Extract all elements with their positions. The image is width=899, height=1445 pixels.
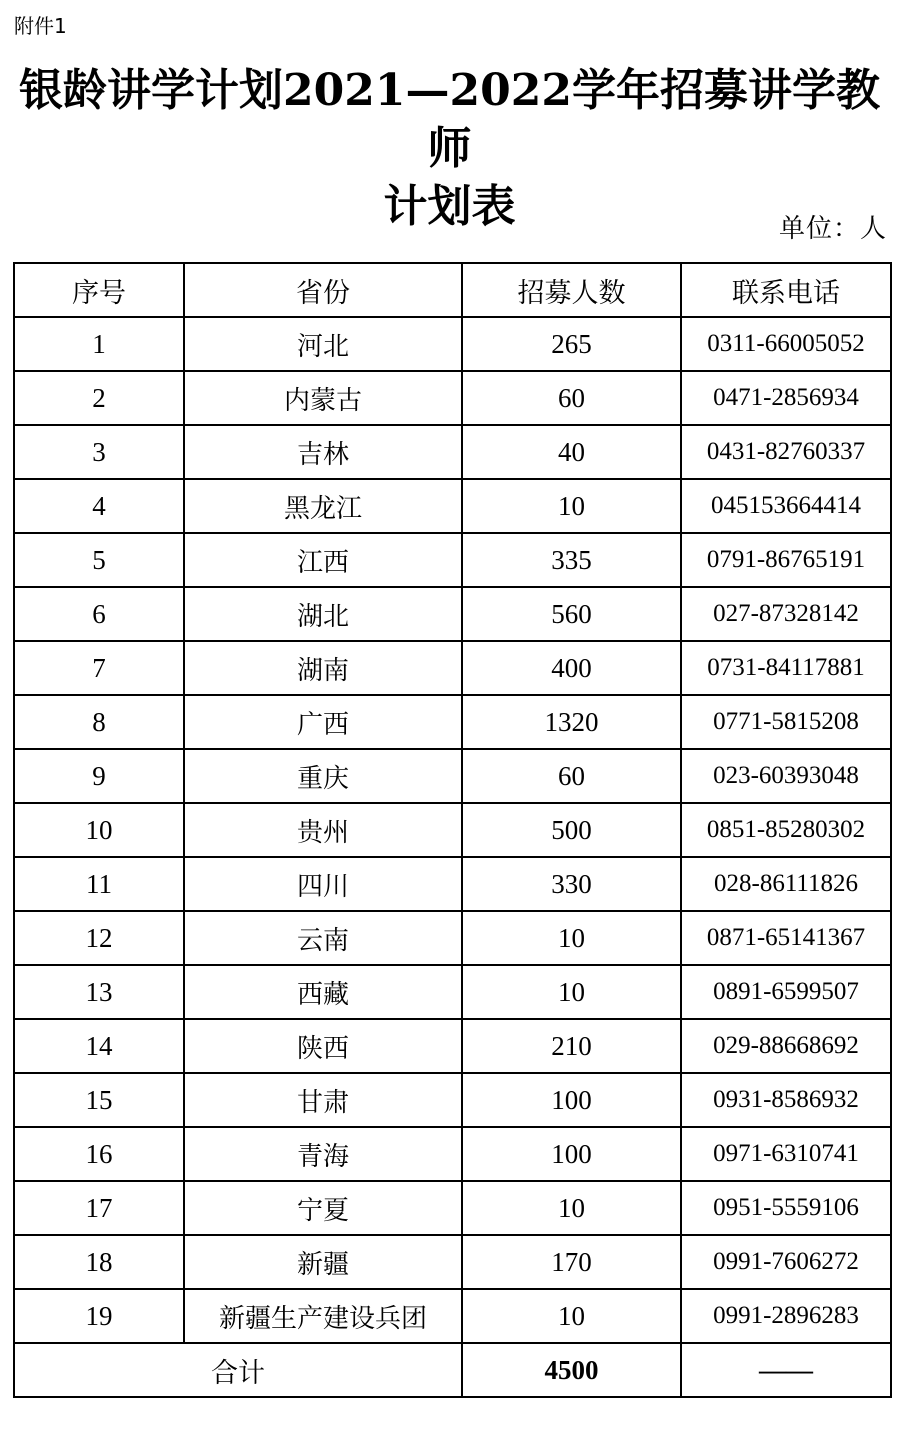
cell-no: 11: [14, 857, 184, 911]
header-count: 招募人数: [462, 263, 681, 317]
cell-count: 265: [462, 317, 681, 371]
table-row: [14, 641, 891, 695]
table-row: [14, 803, 891, 857]
cell-phone: 045153664414: [681, 479, 891, 533]
table-row: [14, 857, 891, 911]
cell-no: 5: [14, 533, 184, 587]
cell-count: 1320: [462, 695, 681, 749]
cell-phone: 029-88668692: [681, 1019, 891, 1073]
cell-no: 2: [14, 371, 184, 425]
cell-phone: 0951-5559106: [681, 1181, 891, 1235]
total-label: 合计: [14, 1343, 462, 1397]
table-row: [14, 425, 891, 479]
table-row: [14, 911, 891, 965]
cell-no: 15: [14, 1073, 184, 1127]
table-row: [14, 587, 891, 641]
cell-no: 18: [14, 1235, 184, 1289]
cell-count: 10: [462, 965, 681, 1019]
cell-phone: 0891-6599507: [681, 965, 891, 1019]
header-province: 省份: [184, 263, 462, 317]
cell-province: 宁夏: [184, 1181, 462, 1235]
cell-count: 10: [462, 1181, 681, 1235]
cell-phone: 0851-85280302: [681, 803, 891, 857]
cell-count: 170: [462, 1235, 681, 1289]
cell-province: 广西: [184, 695, 462, 749]
cell-phone: 0991-7606272: [681, 1235, 891, 1289]
cell-phone: 0471-2856934: [681, 371, 891, 425]
cell-count: 10: [462, 1289, 681, 1343]
table-row: [14, 533, 891, 587]
cell-no: 8: [14, 695, 184, 749]
cell-province: 重庆: [184, 749, 462, 803]
total-row: [14, 1343, 891, 1397]
table-row: [14, 1073, 891, 1127]
total-count: 4500: [462, 1343, 681, 1397]
cell-no: 19: [14, 1289, 184, 1343]
cell-count: 560: [462, 587, 681, 641]
table-row: [14, 749, 891, 803]
attachment-label: 附件1: [14, 14, 67, 38]
cell-phone: 0771-5815208: [681, 695, 891, 749]
cell-phone: 0431-82760337: [681, 425, 891, 479]
cell-no: 17: [14, 1181, 184, 1235]
cell-count: 210: [462, 1019, 681, 1073]
cell-no: 16: [14, 1127, 184, 1181]
cell-no: 10: [14, 803, 184, 857]
title-line-2: 计划表: [383, 181, 516, 232]
cell-province: 内蒙古: [184, 371, 462, 425]
cell-phone: 0871-65141367: [681, 911, 891, 965]
cell-province: 湖北: [184, 587, 462, 641]
cell-no: 7: [14, 641, 184, 695]
cell-phone: 028-86111826: [681, 857, 891, 911]
cell-phone: 0931-8586932: [681, 1073, 891, 1127]
table-row: [14, 1235, 891, 1289]
table-row: [14, 695, 891, 749]
cell-no: 1: [14, 317, 184, 371]
cell-no: 14: [14, 1019, 184, 1073]
cell-province: 青海: [184, 1127, 462, 1181]
cell-count: 500: [462, 803, 681, 857]
cell-phone: 0991-2896283: [681, 1289, 891, 1343]
cell-phone: 0311-66005052: [681, 317, 891, 371]
cell-count: 335: [462, 533, 681, 587]
table-row: [14, 479, 891, 533]
unit-label: 单位：人: [778, 214, 887, 244]
cell-province: 甘肃: [184, 1073, 462, 1127]
cell-no: 3: [14, 425, 184, 479]
cell-phone: 0791-86765191: [681, 533, 891, 587]
cell-province: 陕西: [184, 1019, 462, 1073]
cell-count: 100: [462, 1127, 681, 1181]
cell-province: 新疆生产建设兵团: [184, 1289, 462, 1343]
cell-no: 12: [14, 911, 184, 965]
total-phone: ——: [681, 1343, 891, 1397]
cell-phone: 023-60393048: [681, 749, 891, 803]
plan-table: [13, 262, 892, 1398]
table-row: [14, 1289, 891, 1343]
cell-province: 河北: [184, 317, 462, 371]
cell-province: 黑龙江: [184, 479, 462, 533]
cell-no: 6: [14, 587, 184, 641]
cell-province: 贵州: [184, 803, 462, 857]
cell-no: 9: [14, 749, 184, 803]
cell-province: 湖南: [184, 641, 462, 695]
table-row: [14, 1019, 891, 1073]
table-header-row: [14, 263, 891, 317]
cell-count: 10: [462, 479, 681, 533]
cell-count: 60: [462, 749, 681, 803]
table-row: [14, 317, 891, 371]
cell-phone: 0731-84117881: [681, 641, 891, 695]
cell-count: 100: [462, 1073, 681, 1127]
table-row: [14, 965, 891, 1019]
cell-no: 13: [14, 965, 184, 1019]
cell-province: 吉林: [184, 425, 462, 479]
table-row: [14, 1127, 891, 1181]
header-phone: 联系电话: [681, 263, 891, 317]
cell-count: 400: [462, 641, 681, 695]
cell-no: 4: [14, 479, 184, 533]
cell-phone: 027-87328142: [681, 587, 891, 641]
cell-count: 330: [462, 857, 681, 911]
cell-province: 新疆: [184, 1235, 462, 1289]
cell-count: 40: [462, 425, 681, 479]
table-row: [14, 371, 891, 425]
table-row: [14, 1181, 891, 1235]
cell-province: 四川: [184, 857, 462, 911]
header-no: 序号: [14, 263, 184, 317]
title-line-1: 银龄讲学计划2021—2022学年招募讲学教师: [19, 65, 880, 174]
cell-province: 江西: [184, 533, 462, 587]
cell-phone: 0971-6310741: [681, 1127, 891, 1181]
cell-province: 西藏: [184, 965, 462, 1019]
document-title: [0, 62, 899, 236]
cell-count: 60: [462, 371, 681, 425]
cell-province: 云南: [184, 911, 462, 965]
table-body: [14, 317, 891, 1343]
cell-count: 10: [462, 911, 681, 965]
